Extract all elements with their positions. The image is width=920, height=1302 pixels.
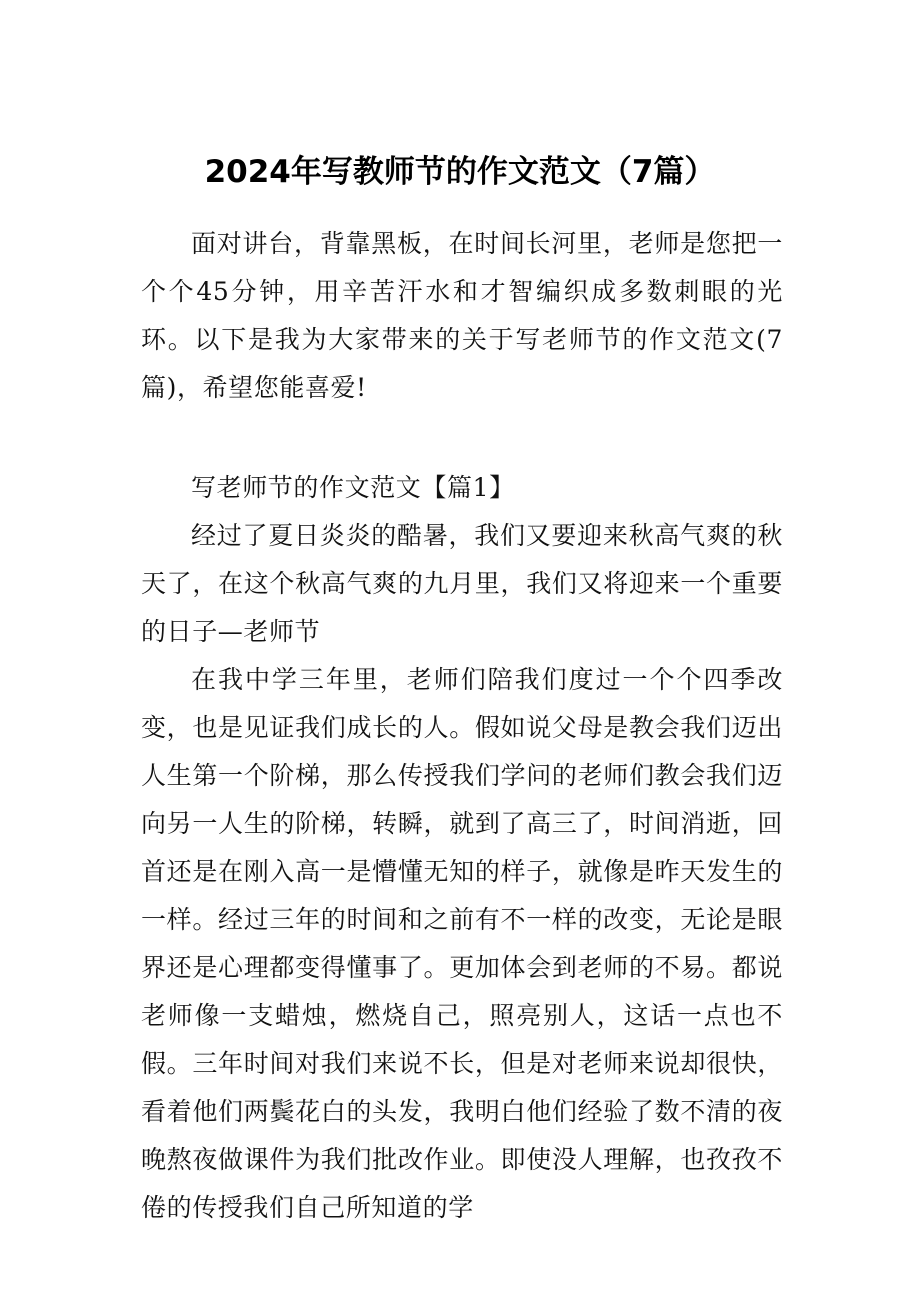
section-heading: 写老师节的作文范文【篇1】 xyxy=(191,473,515,502)
body-paragraph: 经过了夏日炎炎的酷暑，我们又要迎来秋高气爽的秋天了，在这个秋高气爽的九月里，我们又将迎来一个重要的日子—老师节 xyxy=(141,521,783,646)
body-paragraph: 在我中学三年里，老师们陪我们度过一个个四季改变，也是见证我们成长的人。假如说父母是教会我们迈出人生第一个阶梯，那么传授我们学问的老师们教会我们迈向另一人生的阶梯，转瞬，就到了高三了，时间消逝，回首还是在刚入高一是懵懂无知的样子，就像是昨天发生的一样。经过三年的时间和之前有不一样的改变，无论是眼界还是心理都变得懂事了。更加体会到老师的不易。都说老师像一支蜡烛，燃烧自己，照亮别人，这话一点也不假。三年时间对我们来说不长，但是对老师来说却很快，看着他们两鬓花白的头发，我明白他们经验了数不清的夜晚熬夜做课件为我们批改作业。即使没人理解，也孜孜不倦的传授我们自己所知道的学 xyxy=(141,665,783,1222)
document-title: 2024年写教师节的作文范文（7篇） xyxy=(204,154,716,190)
document-body xyxy=(141,220,783,1232)
section-1 xyxy=(141,464,783,1232)
intro-paragraph: 面对讲台，背靠黑板，在时间长河里，老师是您把一个个45分钟，用辛苦汗水和才智编织成多数刺眼的光环。以下是我为大家带来的关于写老师节的作文范文(7篇)，希望您能喜爱! xyxy=(141,229,783,402)
